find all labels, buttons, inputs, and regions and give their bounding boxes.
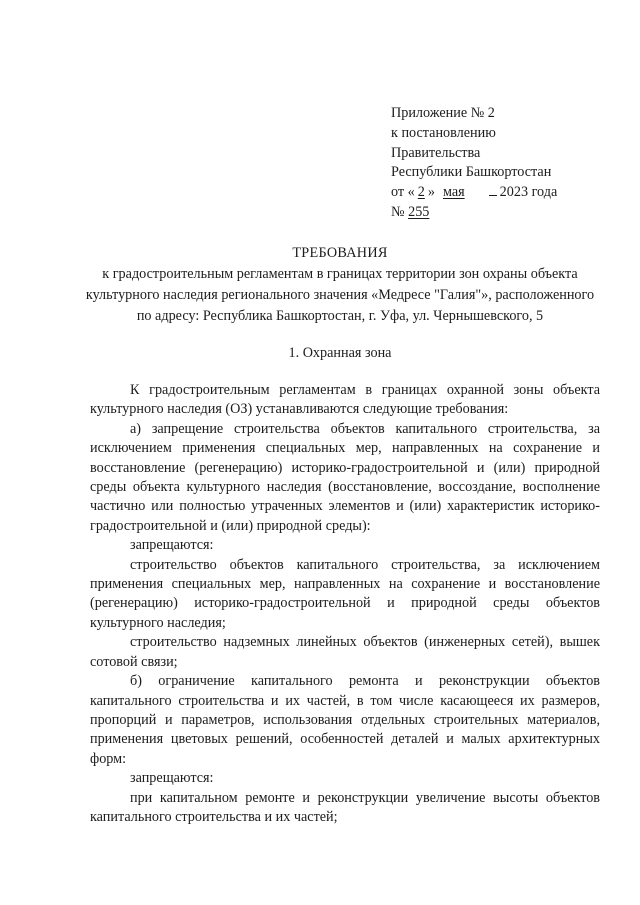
paragraph-prohibited-1: запрещаются: (130, 537, 214, 554)
date-underline (489, 195, 497, 196)
paragraph-linear-objects: строительство надземных линейных объектов (инженерных сетей), вышек сотовой связи; (90, 634, 600, 670)
date-day: 2 (417, 184, 425, 201)
document-body (90, 381, 600, 827)
annex-line-4: Республики Башкортостан (391, 164, 552, 181)
annex-line-1: Приложение № 2 (391, 105, 495, 121)
date-prefix: от « (391, 184, 415, 201)
section-heading: 1. Охранная зона (288, 345, 392, 361)
annex-line-2: к постановлению (391, 124, 496, 141)
date-mid: » (427, 184, 435, 201)
date-year: 2023 года (499, 184, 558, 201)
annex-line-3: Правительства (391, 144, 481, 161)
number-value: 255 (408, 203, 430, 220)
annex-date (391, 183, 557, 203)
paragraph-prohibited-2: запрещаются: (130, 770, 214, 787)
paragraph-b: б) ограничение капитального ремонта и реконструкции объектов капитального строительства и их частей, в том числе касающееся их размеров, пропорций и параметров, использования отдельных строительных материалов, применения цветовых решений, особенностей деталей и малых архитектурных форм: (90, 673, 600, 767)
annex-block (391, 104, 557, 223)
paragraph-construction: строительство объектов капитального строительства, за исключением применения специальных мер, направленных на сохранение и восстановление (регенерацию) историко-градостроительной и природной среды объектов культурного наследия; (90, 556, 600, 631)
document-subtitle: к градостроительным регламентам в границах территории зон охраны объекта культурного наследия регионального значения «Медресе "Галия"», расположенного по адресу: Республика Башкортостан, г. Уфа, ул. Чернышевского, 5 (85, 266, 595, 324)
document-title: ТРЕБОВАНИЯ (292, 245, 388, 261)
paragraph-height: при капитальном ремонте и реконструкции увеличение высоты объектов капитального строительства и их частей; (90, 789, 600, 825)
paragraph-intro: К градостроительным регламентам в границах охранной зоны объекта культурного наследия (ОЗ) устанавливаются следующие требования: (90, 382, 600, 418)
annex-number (391, 203, 557, 223)
paragraph-a: а) запрещение строительства объектов капитального строительства, за исключением применения специальных мер, направленных на сохранение и восстановление (регенерацию) историко-градостроительной и (или) природной среды объекта культурного наследия (восстановление, воссоздание, восполнение частично или полностью утраченных элементов и (или) характеристик историко-градостроительной и (или) природной среды): (90, 420, 600, 534)
number-prefix: № (391, 203, 405, 220)
date-month: мая (442, 184, 465, 201)
